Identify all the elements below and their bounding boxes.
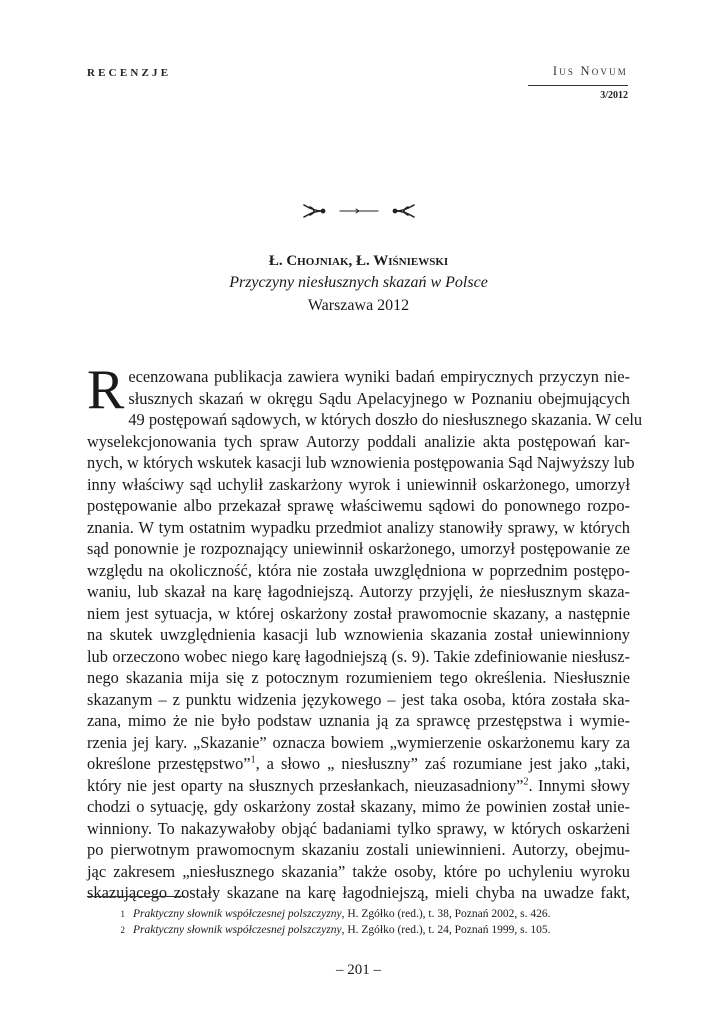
- footnote-separator: [87, 896, 185, 897]
- body-line: lub orzeczono wobec niego karę łagodniejszą (s. 9). Takie zdefiniowanie niesłusz-: [87, 646, 630, 666]
- footnote-text: [133, 906, 550, 922]
- body-line: skazanym – z punktu widzenia językowego – jest taka osoba, która została ska-: [87, 689, 630, 709]
- body-line: waniu, lub skazał na karę łagodniejszą. Autorzy przyjęli, że niesłusznym skaza-: [87, 582, 630, 601]
- fleuron-ornament-icon: [300, 199, 418, 223]
- body-line: wyselekcjonowania tych spraw Autorzy poddali analizie akta postępowań kar-: [87, 431, 630, 451]
- footnote: [87, 922, 630, 938]
- body-line: inny właściwy sąd uchylił zaskarżony wyrok i uniewinnił oskarżonego, umorzył: [87, 474, 630, 494]
- body-line: niem jest sytuacja, w której oskarżony został prawomocnie skazany, a następnie: [87, 603, 630, 623]
- footnote-source-details: , H. Zgółko (red.), t. 24, Poznań 1999, s. 105.: [341, 924, 551, 936]
- body-line: po pierwotnym prawomocnym skazaniu zostali uniewinnieni. Autorzy, obejmu-: [87, 840, 630, 859]
- body-line: 49 postępowań sądowych, w których doszło do niesłusznego skazania. W celu: [128, 410, 643, 429]
- journal-header: [528, 64, 628, 101]
- review-authors: Ł. Chojniak, Ł. Wiśniewski: [268, 253, 449, 269]
- drop-cap: R: [87, 359, 125, 421]
- review-body: [87, 359, 643, 904]
- footnote-reference: 1: [250, 754, 256, 766]
- body-line: nego skazania mija się z potocznym rozumieniem tego określenia. Niesłusznie: [87, 668, 630, 687]
- footnote-source-title: Praktyczny słownik współczesnej polszczyzny: [133, 908, 342, 920]
- body-line: słusznych skazań w okręgu Sądu Apelacyjnego w Poznaniu obejmujących: [128, 388, 630, 408]
- footnote: [87, 906, 630, 922]
- footnote-source-details: , H. Zgółko (red.), t. 38, Poznań 2002, s. 426.: [341, 908, 551, 920]
- section-header: RECENZJE: [87, 67, 172, 79]
- journal-name: Ius Novum: [528, 64, 628, 86]
- body-line: zana, mimo że nie było podstaw uznania ją za sprawcę przestępstwa i wymie-: [87, 711, 630, 730]
- footnote-text: [133, 922, 550, 938]
- review-book-title: Przyczyny niesłusznych skazań w Polsce: [229, 274, 488, 291]
- footnote-number: 2: [120, 925, 125, 935]
- body-line: jąc zakresem „niesłusznego skazania” także osoby, które po uchyleniu wyroku: [87, 861, 630, 881]
- issue-number: 3/2012: [600, 90, 628, 101]
- footnote-reference: 2: [523, 776, 529, 788]
- body-line: określone przestępstwo”$^1$, a słowo „ niesłuszny” zaś rozumiane jest jako „taki,: [87, 754, 630, 773]
- footnotes: [87, 906, 630, 938]
- footnote-number: 1: [120, 909, 125, 919]
- body-line: chodzi o sytuację, gdy oskarżony został skazany, mimo że powinien został unie-: [87, 797, 630, 816]
- body-line: względu na okoliczność, która nie została uwzględniona w poprzednim postępo-: [87, 560, 630, 580]
- review-place-year: Warszawa 2012: [307, 297, 410, 314]
- body-line: który nie jest oparty na słusznych przesłankach, nieuzasadniony”$^2$. Innymi słowy: [87, 775, 630, 795]
- body-line: winniony. To nakazywałoby objąć badaniami tylko sprawy, w których oskarżeni: [87, 818, 630, 838]
- body-line: postępowanie albo przekazał sprawę właściwemu sądowi do ponownego rozpo-: [87, 496, 630, 515]
- body-line: skazującego zostały skazane na karę łagodniejszą, mieli chyba na uwadze fakt,: [87, 883, 630, 902]
- body-line: nych, w których wskutek kasacji lub wznowienia postępowania Sąd Najwyższy lub: [87, 453, 635, 472]
- page-number: – 201 –: [336, 962, 381, 978]
- body-line: znania. W tym ostatnim wypadku przedmiot analizy stanowiły sprawy, w których: [87, 517, 630, 537]
- footnote-source-title: Praktyczny słownik współczesnej polszczyzny: [133, 924, 342, 936]
- body-line: ecenzowana publikacja zawiera wyniki badań empirycznych przyczyn nie-: [128, 367, 630, 386]
- review-heading: [87, 250, 630, 318]
- body-line: na skutek uwzględnienia kasacji lub wznowienia skazania został uniewinniony: [87, 625, 630, 644]
- body-line: rzenia jej kary. „Skazanie” oznacza bowiem „wymierzenie oskarżonemu kary za: [87, 732, 630, 752]
- body-line: sąd ponownie je rozpoznający uniewinnił oskarżonego, umorzył postępowanie ze: [87, 539, 630, 558]
